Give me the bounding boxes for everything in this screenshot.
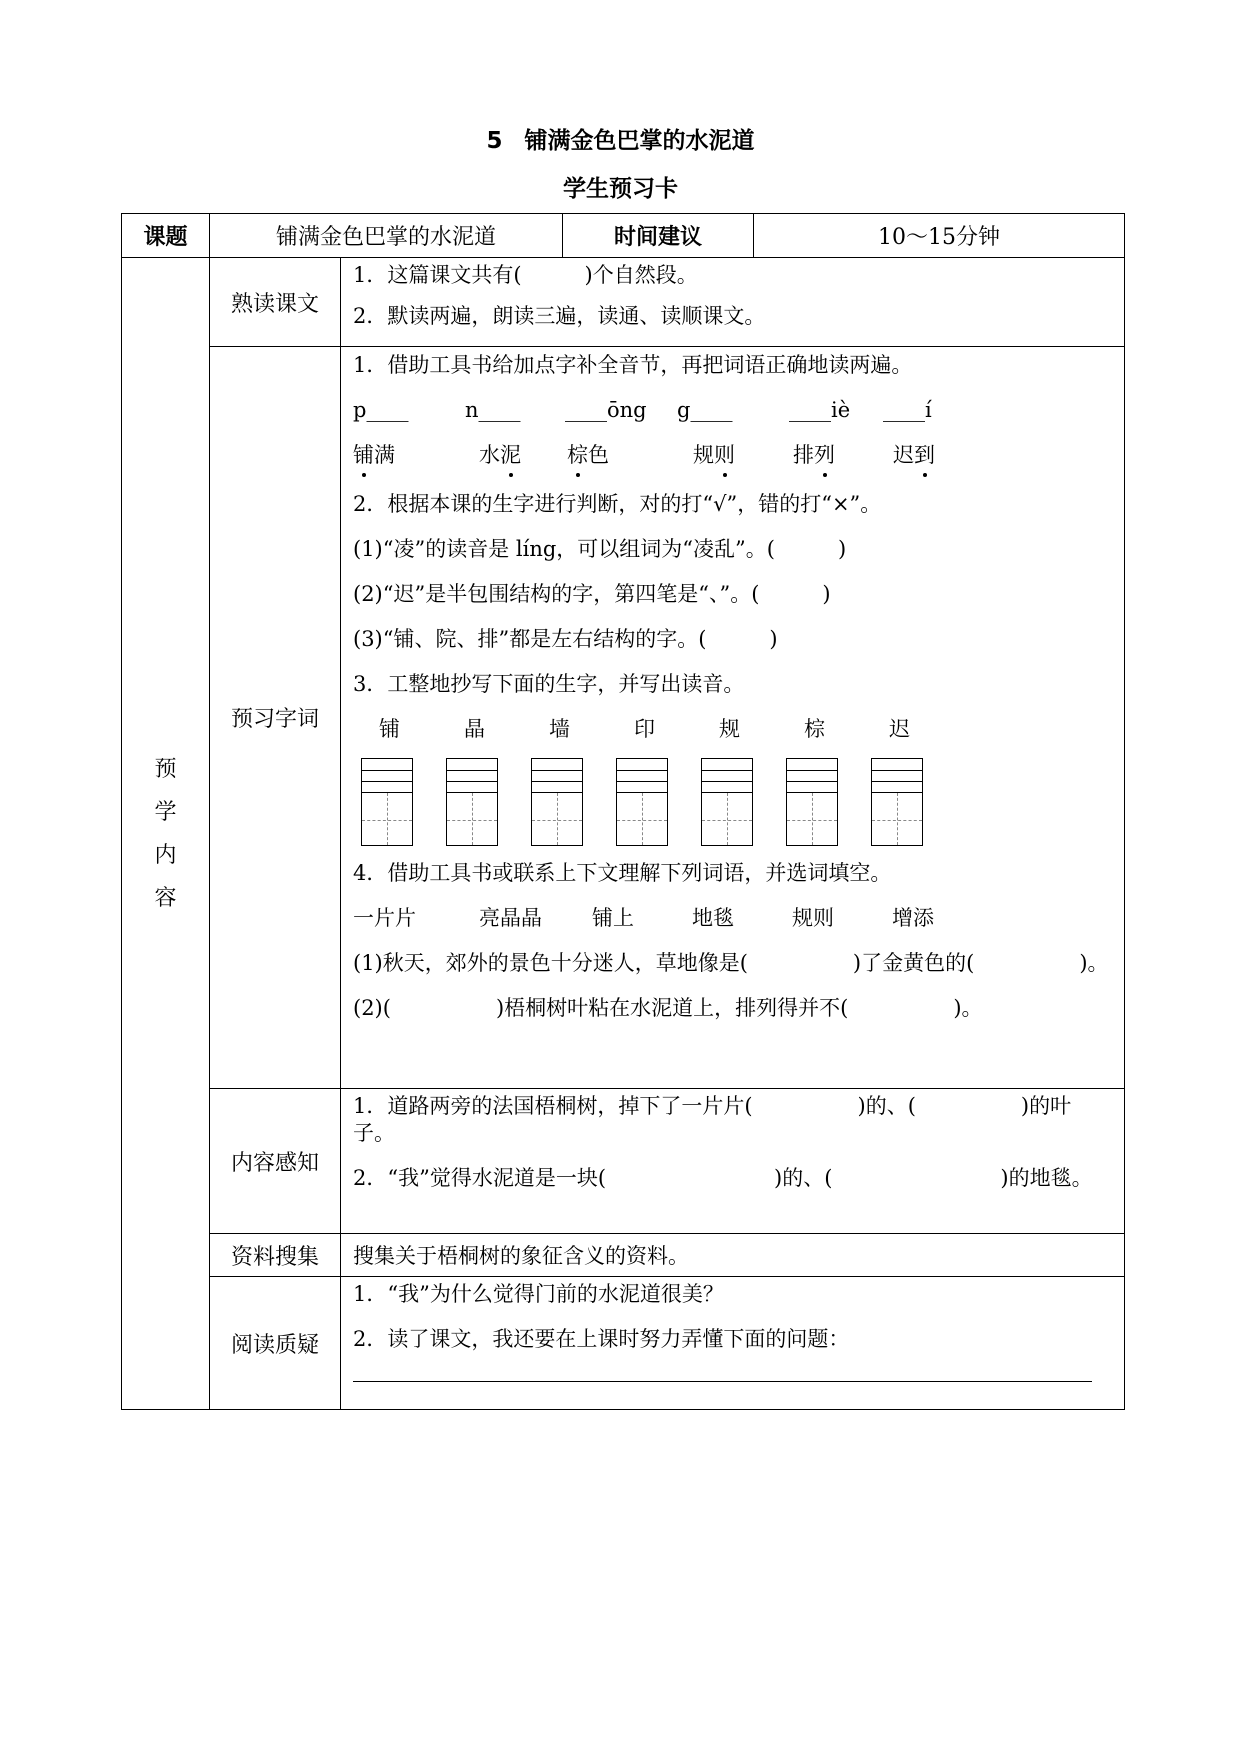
section-label-char: 预 [154, 756, 177, 782]
lesson-heading [0, 122, 1241, 155]
pinyin-blank[interactable]: ____iè [789, 398, 851, 422]
words-q4: 4．借助工具书或联系上下文理解下列词语，并选词填空。 [353, 861, 892, 885]
content-label: 内容感知 [210, 1089, 341, 1234]
dotted-char: 则 [714, 443, 735, 467]
term: 排列 [793, 443, 835, 467]
question-q1: 1．“我”为什么觉得门前的水泥道很美？ [353, 1282, 724, 1306]
preview-card-table [121, 213, 1125, 1410]
words-q2-2: (2)“迟”是半包围结构的字，第四笔是“、”。( ) [353, 582, 831, 606]
term: 迟到 [893, 443, 935, 467]
choice-word: 一片片 [353, 906, 416, 930]
row-material [122, 1234, 1125, 1277]
writing-grids [353, 752, 1112, 846]
read-content [341, 258, 1125, 347]
term: 铺满 [353, 443, 395, 467]
answer-line[interactable] [353, 1380, 1092, 1382]
words-q2: 2．根据本课的生字进行判断，对的打“√”，错的打“×”。 [353, 492, 882, 516]
words-label: 预习字词 [210, 347, 341, 1089]
section-label [122, 258, 210, 1410]
dotted-char: 棕 [567, 443, 588, 467]
question-content [341, 1277, 1125, 1410]
copy-char: 铺 [379, 717, 400, 741]
content-content [341, 1089, 1125, 1234]
card-title: 学生预习卡 [563, 176, 678, 202]
section-label-char: 学 [154, 799, 177, 825]
copy-char: 墙 [549, 717, 570, 741]
dotted-char: 铺 [353, 443, 374, 467]
time-label: 时间建议 [563, 214, 754, 258]
pinyin-row [353, 388, 1112, 433]
lesson-number: 5 [486, 128, 503, 154]
words-q2-1: (1)“凌”的读音是 líng，可以组词为“凌乱”。( ) [353, 537, 847, 561]
terms-row [353, 433, 1112, 478]
writing-grid[interactable] [701, 758, 753, 846]
writing-grid[interactable] [871, 758, 923, 846]
pinyin-blank[interactable]: n____ [465, 398, 521, 422]
term: 规则 [693, 443, 735, 467]
choice-word: 规则 [792, 906, 834, 930]
words-q4-1: (1)秋天，郊外的景色十分迷人，草地像是( )了金黄色的( )。 [353, 951, 1109, 975]
topic-label: 课题 [122, 214, 210, 258]
pinyin-blank[interactable]: p____ [353, 398, 409, 422]
term: 水泥 [479, 443, 521, 467]
choice-word: 地毯 [692, 906, 734, 930]
copy-char: 棕 [804, 717, 825, 741]
copy-char: 规 [719, 717, 740, 741]
copy-char: 印 [634, 717, 655, 741]
read-label: 熟读课文 [210, 258, 341, 347]
question-label: 阅读质疑 [210, 1277, 341, 1410]
read-q2: 2．默读两遍，朗读三遍，读通、读顺课文。 [353, 304, 766, 328]
pinyin-blank[interactable]: ____ōng [565, 398, 647, 422]
pinyin-blank[interactable]: g____ [677, 398, 733, 422]
section-label-char: 容 [154, 885, 177, 911]
words-q4-2: (2)( )梧桐树叶粘在水泥道上，排列得并不( )。 [353, 996, 983, 1020]
row-read [122, 258, 1125, 347]
copy-char: 晶 [464, 717, 485, 741]
term: 棕色 [567, 443, 609, 467]
lesson-title: 铺满金色巴掌的水泥道 [524, 128, 755, 154]
writing-grid[interactable] [446, 758, 498, 846]
row-question [122, 1277, 1125, 1410]
topic-value: 铺满金色巴掌的水泥道 [210, 214, 563, 258]
content-q1: 1．道路两旁的法国梧桐树，掉下了一片片( )的、( )的叶子。 [353, 1094, 1072, 1145]
choice-word: 增添 [892, 906, 934, 930]
choice-word: 铺上 [592, 906, 634, 930]
pinyin-blank[interactable]: ____í [883, 398, 932, 422]
writing-grid[interactable] [616, 758, 668, 846]
material-label: 资料搜集 [210, 1234, 341, 1277]
words-q3: 3．工整地抄写下面的生字，并写出读音。 [353, 672, 745, 696]
time-value: 10～15分钟 [754, 214, 1125, 258]
row-content [122, 1089, 1125, 1234]
choices-row [353, 896, 1112, 941]
writing-grid[interactable] [531, 758, 583, 846]
chars-row [353, 707, 1112, 752]
dotted-char: 列 [814, 443, 835, 467]
dotted-char: 到 [914, 443, 935, 467]
material-text: 搜集关于梧桐树的象征含义的资料。 [341, 1234, 1125, 1277]
words-q1: 1．借助工具书给加点字补全音节，再把词语正确地读两遍。 [353, 353, 913, 377]
info-row [122, 214, 1125, 258]
section-label-char: 内 [154, 842, 177, 868]
writing-grid[interactable] [361, 758, 413, 846]
words-content [341, 347, 1125, 1089]
question-q2: 2．读了课文，我还要在上课时努力弄懂下面的问题： [353, 1327, 850, 1351]
writing-grid[interactable] [786, 758, 838, 846]
content-q2: 2．“我”觉得水泥道是一块( )的、( )的地毯。 [353, 1166, 1093, 1190]
copy-char: 迟 [889, 717, 910, 741]
choice-word: 亮晶晶 [479, 906, 542, 930]
words-q2-3: (3)“铺、院、排”都是左右结构的字。( ) [353, 627, 778, 651]
read-q1: 1．这篇课文共有( )个自然段。 [353, 263, 698, 287]
dotted-char: 泥 [500, 443, 521, 467]
row-words [122, 347, 1125, 1089]
